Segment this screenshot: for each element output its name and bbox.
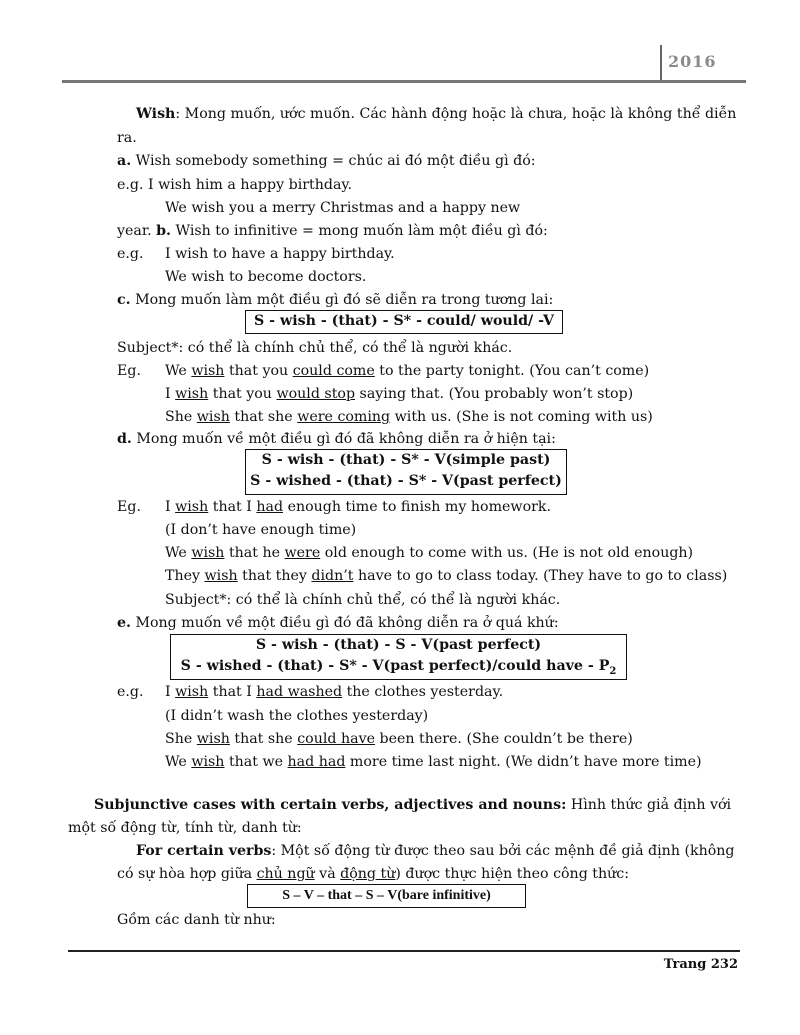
wish-intro-cont: ra. <box>117 130 137 146</box>
verbs-title: For certain verbs <box>136 843 272 859</box>
section-d-heading: d. Mong muốn về một điều gì đó đã không diễn ra ở hiện tại: <box>117 431 556 447</box>
section-b-eg-label: e.g. <box>117 246 144 262</box>
subjunctive-heading: Subjunctive cases with certain verbs, adjectives and nouns: Hình thức giả định với <box>94 797 732 813</box>
formula-d-1: S - wish - (that) - S* - V(simple past) <box>261 452 551 468</box>
section-a-example-1: e.g. I wish him a happy birthday. <box>117 177 353 193</box>
section-b-example-1: I wish to have a happy birthday. <box>165 246 395 262</box>
subjunctive-heading-cont: một số động từ, tính từ, danh từ: <box>68 820 302 836</box>
nouns-intro: Gồm các danh từ như: <box>117 912 276 928</box>
formula-e-2: S - wished - (that) - S* - V(past perfect)/could have - $P_2$ <box>180 658 617 677</box>
formula-box-c <box>245 310 563 334</box>
section-d-example-3: They wish that they didn’t have to go to class today. (They have to go to class) <box>165 568 728 584</box>
section-b-heading: year. b. Wish to infinitive = mong muốn làm một điều gì đó: <box>117 223 548 239</box>
section-c-example-2: I wish that you would stop saying that. (You probably won’t stop) <box>165 386 634 402</box>
section-e-example-1-note: (I didn’t wash the clothes yesterday) <box>165 708 429 724</box>
formula-c: S - wish - (that) - S* - could/ would/ -V <box>253 313 555 329</box>
section-c-example-1: We wish that you could come to the party tonight. (You can’t come) <box>165 363 650 379</box>
header-year: 2016 <box>668 52 717 71</box>
formula-box-verbs <box>247 884 526 908</box>
section-d-example-1-note: (I don’t have enough time) <box>165 522 357 538</box>
section-d-subject-note: Subject*: có thể là chính chủ thể, có thể là người khác. <box>165 592 561 608</box>
section-e-heading: e. Mong muốn về một điều gì đó đã không diễn ra ở quá khứ: <box>117 615 559 631</box>
section-c-subject-note: Subject*: có thể là chính chủ thể, có thể là người khác. <box>117 340 513 356</box>
header-rule <box>62 80 746 83</box>
section-c-eg-label: Eg. <box>117 363 141 379</box>
section-c-heading: c. Mong muốn làm một điều gì đó sẽ diễn ra trong tương lai: <box>117 292 554 308</box>
section-d-example-2: We wish that he were old enough to come with us. (He is not old enough) <box>165 545 694 561</box>
page-number: Trang 232 <box>663 957 738 972</box>
formula-verbs: S – V – that – S – V(bare infinitive) <box>282 888 491 903</box>
verbs-heading: For certain verbs: Một số động từ được theo sau bởi các mệnh đề giả định (không <box>136 843 735 859</box>
footer-rule <box>68 950 740 952</box>
section-b-example-2: We wish to become doctors. <box>165 269 367 285</box>
verbs-heading-cont: có sự hòa hợp giữa chủ ngữ và động từ) được thực hiện theo công thức: <box>117 866 629 882</box>
formula-d-2: S - wished - (that) - S* - V(past perfect) <box>250 473 562 489</box>
section-e-eg-label: e.g. <box>117 684 144 700</box>
section-c-example-3: She wish that she were coming with us. (She is not coming with us) <box>165 409 653 425</box>
section-e-example-1: I wish that I had washed the clothes yesterday. <box>165 684 504 700</box>
formula-box-d <box>245 449 567 495</box>
header-divider <box>660 45 662 81</box>
subjunctive-title: Subjunctive cases with certain verbs, adjectives and nouns: <box>94 797 567 813</box>
section-a-example-2: We wish you a merry Christmas and a happy new <box>165 200 521 216</box>
wish-intro: Wish: Mong muốn, ước muốn. Các hành động hoặc là chưa, hoặc là không thể diễn <box>136 106 737 122</box>
formula-box-e <box>170 634 627 680</box>
formula-e-1: S - wish - (that) - S - V(past perfect) <box>255 637 542 653</box>
section-e-example-2: She wish that she could have been there. (She couldn’t be there) <box>165 731 633 747</box>
section-e-example-3: We wish that we had had more time last night. (We didn’t have more time) <box>165 754 702 770</box>
section-a-heading: a. Wish somebody something = chúc ai đó một điều gì đó: <box>117 153 536 169</box>
section-d-eg-label: Eg. <box>117 499 141 515</box>
section-d-example-1: I wish that I had enough time to finish my homework. <box>165 499 552 515</box>
wish-title: Wish <box>136 106 176 122</box>
